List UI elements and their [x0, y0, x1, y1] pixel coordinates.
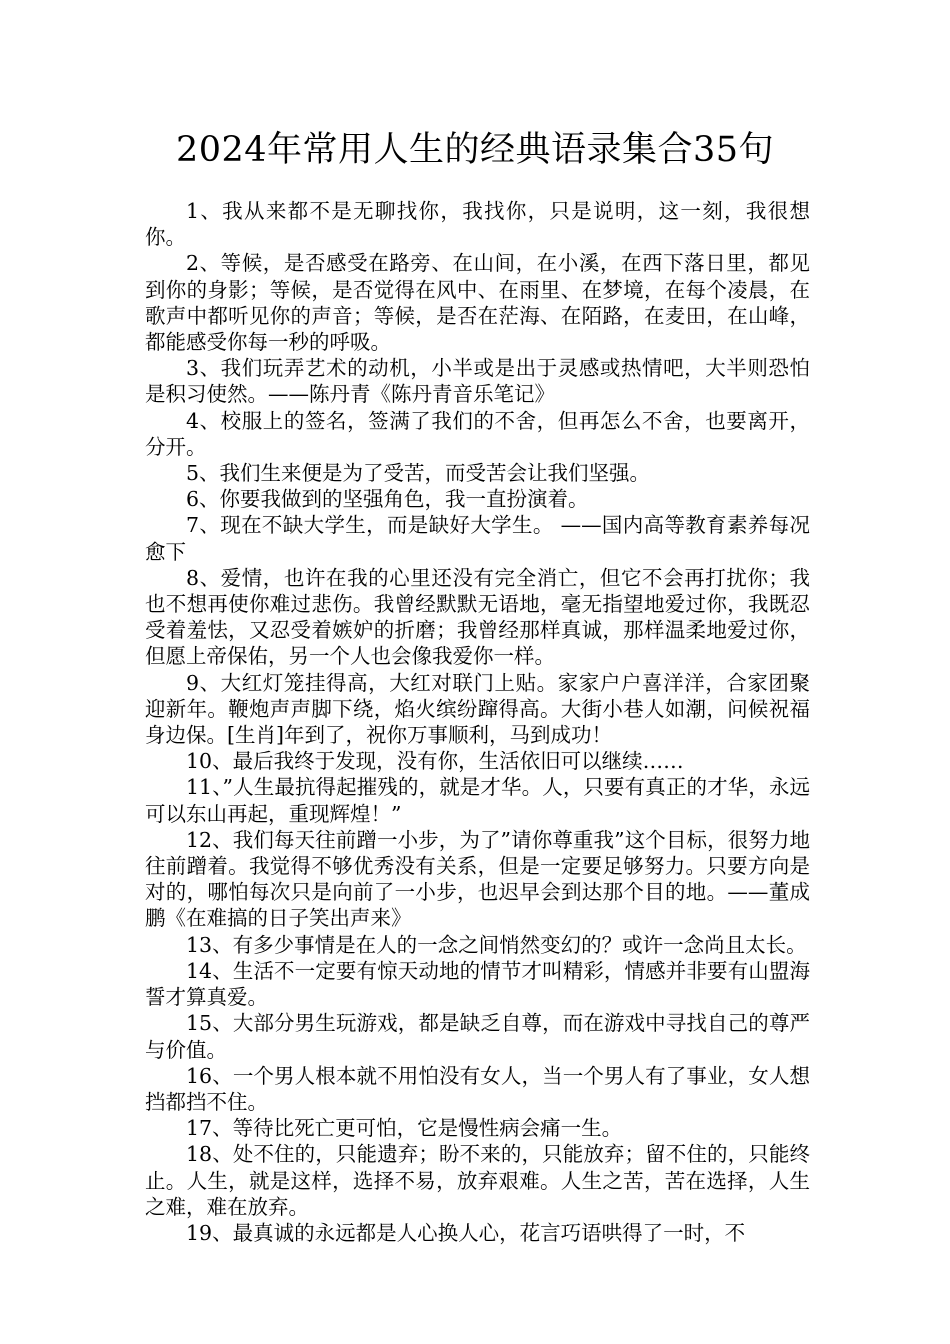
quote-paragraph-2: 2、等候，是否感受在路旁、在山间，在小溪，在西下落日里，都见到你的身影；等候，是否觉得在风中、在雨里、在梦境，在每个凌晨，在歌声中都听见你的声音；等候，是否在茫海、在陌路，在麦田，在山峰，都能感受你每一秒的呼吸。	[145, 251, 810, 355]
quote-paragraph-9: 9、大红灯笼挂得高，大红对联门上贴。家家户户喜洋洋，合家团聚迎新年。鞭炮声声脚下绕，焰火缤纷蹿得高。大街小巷人如潮，问候祝福身边保。[生肖]年到了，祝你万事顺利，马到成功！	[145, 670, 810, 748]
quote-paragraph-17: 17、等待比死亡更可怕，它是慢性病会痛一生。	[186, 1116, 623, 1141]
quote-paragraph-1: 1、我从来都不是无聊找你，我找你，只是说明，这一刻，我很想你。	[145, 199, 810, 250]
quote-paragraph-7: 7、现在不缺大学生，而是缺好大学生。 ——国内高等教育素养每况愈下	[145, 513, 810, 564]
quote-paragraph-12: 12、我们每天往前蹭一小步，为了”请你尊重我”这个目标，很努力地往前蹭着。我觉得不够优秀没有关系，但是一定要足够努力。只要方向是对的，哪怕每次只是向前了一小步，也迟早会到达那个目的地。——董成鹏《在难搞的日子笑出声来》	[145, 827, 810, 931]
quote-paragraph-3: 3、我们玩弄艺术的动机，小半或是出于灵感或热情吧，大半则恐怕是积习使然。——陈丹青《陈丹青音乐笔记》	[145, 356, 810, 407]
quote-paragraph-10: 10、最后我终于发现，没有你，生活依旧可以继续……	[186, 749, 684, 774]
quote-paragraph-19: 19、最真诚的永远都是人心换人心，花言巧语哄得了一时，不	[186, 1220, 746, 1245]
quote-paragraph-11: 11、”人生最抗得起摧残的，就是才华。人，只要有真正的才华，永远可以东山再起，重现辉煌！”	[145, 775, 810, 826]
quote-paragraph-16: 16、一个男人根本就不用怕没有女人，当一个男人有了事业，女人想挡都挡不住。	[145, 1063, 810, 1114]
quote-paragraph-6: 6、你要我做到的坚强角色，我一直扮演着。	[186, 487, 589, 512]
document-body	[145, 198, 810, 1328]
quote-paragraph-13: 13、有多少事情是在人的一念之间悄然变幻的？或许一念尚且太长。	[186, 932, 807, 957]
quote-paragraph-8: 8、爱情，也许在我的心里还没有完全消亡，但它不会再打扰你；我也不想再使你难过悲伤。我曾经默默无语地，毫无指望地爱过你，我既忍受着羞怯，又忍受着嫉妒的折磨；我曾经那样真诚，那样温柔地爱过你，但愿上帝保佑，另一个人也会像我爱你一样。	[145, 565, 810, 669]
quote-paragraph-14: 14、生活不一定要有惊天动地的情节才叫精彩，情感并非要有山盟海誓才算真爱。	[145, 958, 810, 1010]
quote-paragraph-15: 15、大部分男生玩游戏，都是缺乏自尊，而在游戏中寻找自己的尊严与价值。	[145, 1011, 810, 1062]
quote-paragraph-5: 5、我们生来便是为了受苦，而受苦会让我们坚强。	[186, 461, 651, 486]
document-title: 2024年常用人生的经典语录集合35句	[175, 130, 775, 170]
quote-paragraph-4: 4、校服上的签名，签满了我们的不舍，但再怎么不舍，也要离开，分开。	[145, 408, 810, 459]
quote-paragraph-18: 18、处不住的，只能遗弃；盼不来的，只能放弃；留不住的，只能终止。人生，就是这样，选择不易，放弃艰难。人生之苦，苦在选择，人生之难，难在放弃。	[145, 1142, 810, 1219]
